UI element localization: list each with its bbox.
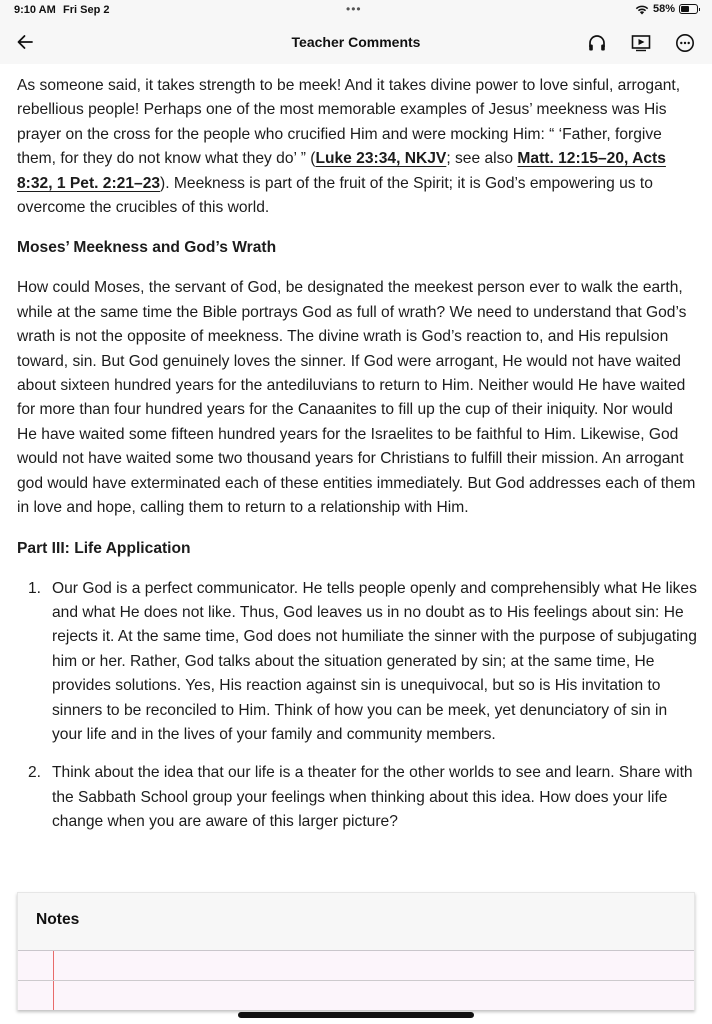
status-bar [0, 0, 712, 22]
life-application-list [17, 577, 697, 835]
list-item [28, 761, 697, 834]
battery-percent: 58% [652, 3, 675, 15]
paragraph-text: ; see also [446, 150, 518, 168]
section-heading-life-application: Part III: Life Application [17, 539, 191, 557]
paragraph-text: ). Meekness is part of the fruit of the Spirit; it is God’s empowering us to overcome the crucibles of this world. [17, 174, 653, 217]
status-date: Fri Sep 2 [63, 4, 110, 16]
video-play-icon[interactable] [630, 32, 652, 54]
notes-ruled-line [18, 980, 694, 981]
list-item-number: 1. [28, 579, 42, 597]
notes-title: Notes [36, 911, 80, 928]
status-right [635, 3, 698, 15]
status-time: 9:10 AM [14, 4, 56, 16]
more-options-icon[interactable] [674, 32, 696, 54]
scripture-link-see-also[interactable]: Matt. 12:15–20, Acts 8:32, 1 Pet. 2:21–23 [17, 150, 666, 192]
paragraph-text: As someone said, it takes strength to be meek! And it takes divine power to love sinful, arrogant, rebellious people! Perhaps one of the most memorable examples of Jesus’ meekness was His prayer on the cross for the people who crucified Him and were mocking Him: “ ‘Father, forgive them, for they do not know what they do’ ” ( [17, 77, 681, 168]
notes-panel [17, 892, 695, 1010]
battery-icon [679, 4, 698, 14]
multitasking-dots[interactable]: ••• [346, 2, 362, 16]
scripture-link-luke[interactable]: Luke 23:34, NKJV [315, 150, 447, 168]
headphones-icon[interactable] [586, 32, 608, 54]
battery-fill [681, 6, 689, 12]
article-paragraph-wrath: How could Moses, the servant of God, be designated the meekest person ever to walk the earth, while at the same time the Bible portrays God as full of wrath? We need to understand that God’s wrath is not the opposite of meekness. The divine wrath is God’s reaction to, and His repulsion toward, sin. But God genuinely loves the sinner. If God were arrogant, He would not have waited about sixteen hundred years for the antediluvians to return to Him. Neither would He have waited for more than four hundred years for the Canaanites to fill up the cup of their iniquity. Nor would He have waited some fifteen hundred years for the Israelites to be faithful to Him. Likewise, God would not have waited some two thousand years for Christians to fulfill their mission. An arrogant god would have exterminated each of these entities immediately. But God addresses each of them in love and hope, calling them to return to a relationship with Him. [17, 279, 696, 517]
home-indicator[interactable] [238, 1012, 474, 1018]
list-item-text: Think about the idea that our life is a theater for the other worlds to see and learn. Share with the Sabbath School group your feelings when thinking about this idea. How does your life change when you are aware of this larger picture? [52, 764, 693, 831]
page-title: Teacher Comments [291, 34, 421, 50]
section-heading-moses: Moses’ Meekness and God’s Wrath [17, 239, 277, 257]
list-item [28, 577, 697, 748]
article-content [17, 64, 697, 849]
notes-input-area[interactable] [18, 950, 694, 1010]
nav-bar [0, 22, 712, 64]
article-paragraph-intro [17, 74, 697, 220]
wifi-icon [635, 4, 649, 15]
list-item-number: 2. [28, 764, 42, 782]
list-item-text: Our God is a perfect communicator. He tells people openly and comprehensibly what He likes and what He does not like. Thus, God leaves us in no doubt as to His feelings about sin: He rejects it. At the same time, God does not humiliate the sinner with the purpose of subjugating him or her. Rather, God talks about the situation generated by sin; at the same time, He provides solutions. Yes, His reaction against sin is unequivocal, but so is His invitation to sinners to be reconciled to Him. Think of how you can be meek, yet denunciatory of sin in your life and in the lives of your family and community members. [52, 579, 697, 743]
